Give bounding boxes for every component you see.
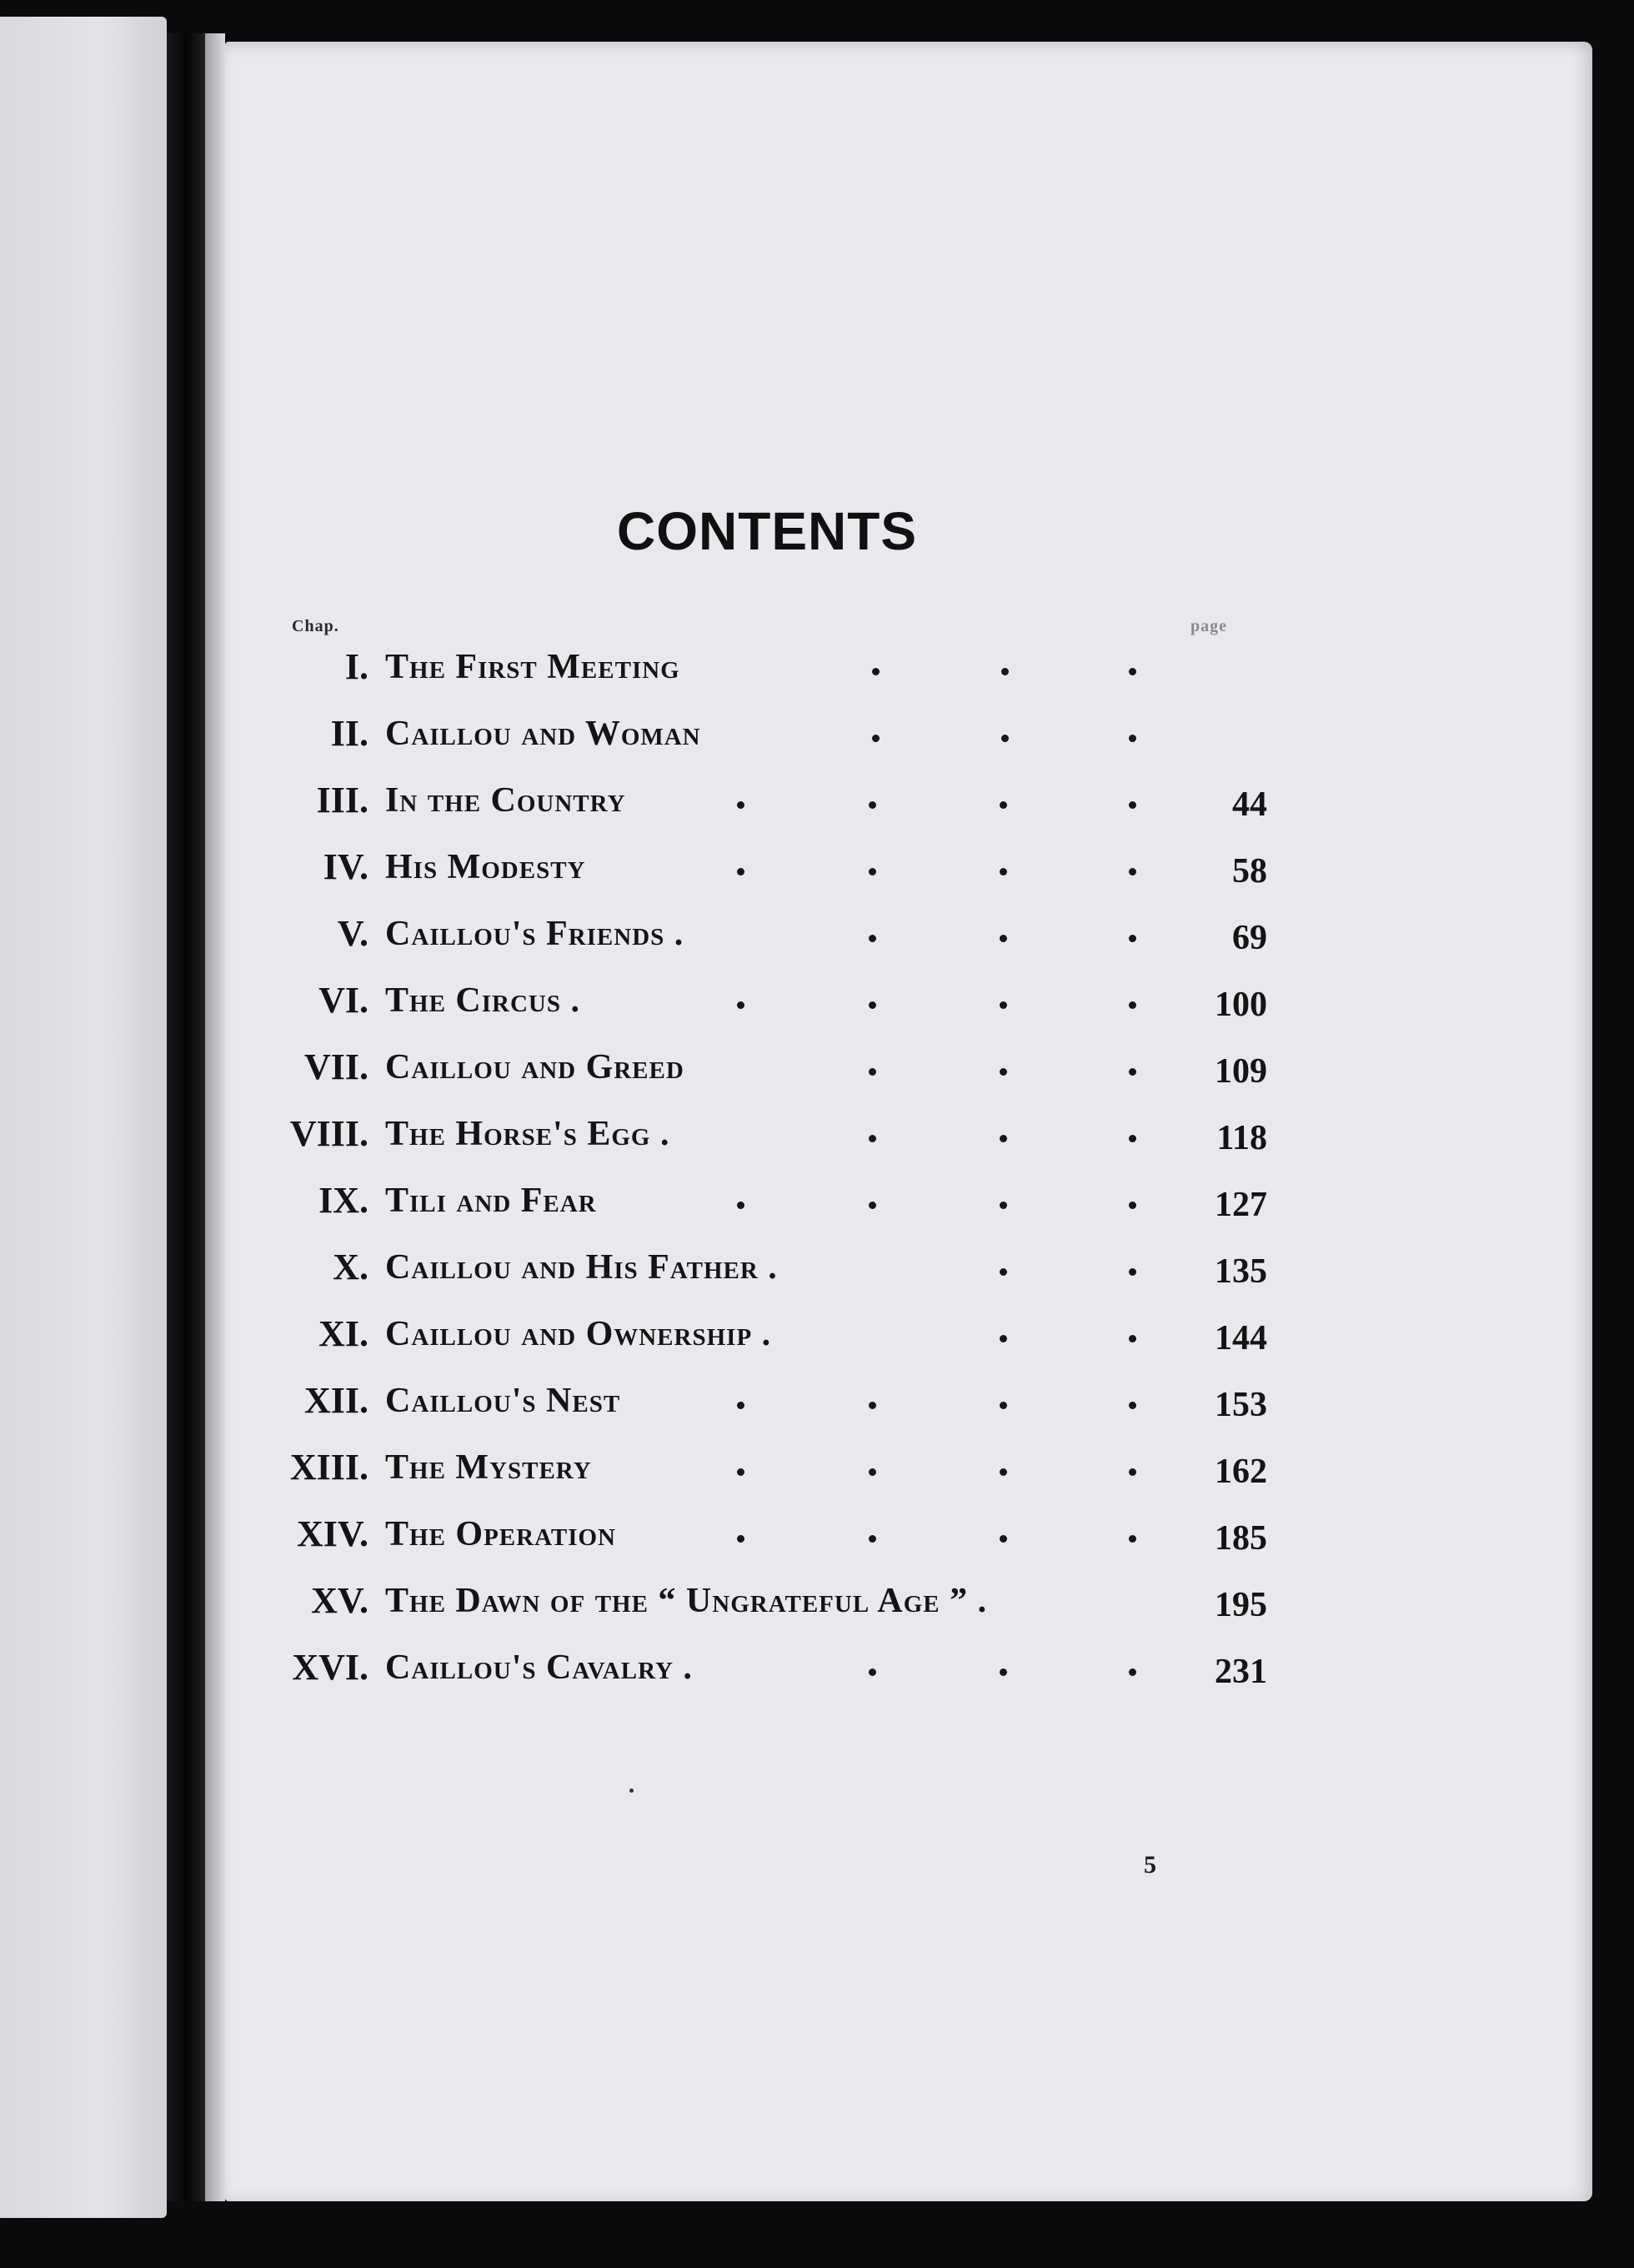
leader-dot [872, 668, 880, 675]
page-number: 109 [1215, 1052, 1267, 1091]
leader-dot [1129, 1135, 1136, 1142]
leader-dot [1129, 1001, 1136, 1009]
chapter-title: The Horse's Egg . [385, 1115, 670, 1153]
toc-entry [250, 838, 1267, 896]
leader-dot [1129, 1402, 1136, 1409]
chapter-title: Caillou's Friends . [385, 915, 684, 953]
leader-dot [1001, 735, 1009, 742]
chapter-number: VI. [318, 980, 368, 1021]
leader-dot [1129, 1468, 1136, 1476]
leader-dot [869, 868, 876, 876]
chapter-title: Caillou and His Father . [385, 1248, 778, 1287]
chapter-number: XIII. [289, 1447, 368, 1488]
leader-dot [1129, 1068, 1136, 1076]
page-number: 118 [1216, 1119, 1267, 1157]
toc-entry [250, 1572, 1267, 1630]
toc-entry [250, 705, 1267, 763]
page-number: 135 [1215, 1252, 1267, 1291]
chapter-number: XVI. [292, 1647, 368, 1688]
leader-dot [869, 801, 876, 809]
chapter-title: Tili and Fear [385, 1182, 597, 1220]
ink-speck [629, 1789, 634, 1793]
leader-dot [1000, 1135, 1007, 1142]
page-number: 44 [1232, 785, 1267, 824]
leader-dot [869, 1668, 876, 1676]
chapter-title: The Dawn of the “ Ungrateful Age ” . [385, 1582, 988, 1620]
leader-dot [1000, 1001, 1007, 1009]
page-number: 162 [1215, 1453, 1267, 1491]
leader-dot [1000, 1535, 1007, 1543]
page-number: 144 [1215, 1319, 1267, 1357]
toc-entry [250, 1238, 1267, 1297]
leader-dot [1000, 868, 1007, 876]
chapter-title: His Modesty [385, 848, 586, 886]
leader-dot [872, 735, 880, 742]
toc-entry [250, 971, 1267, 1030]
leader-dot [1129, 1268, 1136, 1276]
toc-entry [250, 1505, 1267, 1563]
leader-dot [869, 1535, 876, 1543]
toc-entry [250, 771, 1267, 830]
chapter-number: IX. [318, 1180, 368, 1221]
leader-dot [1000, 935, 1007, 942]
chapter-number: XII. [303, 1380, 368, 1421]
chapter-number: I. [344, 646, 368, 687]
leader-dot [737, 1402, 744, 1409]
toc-entry [250, 638, 1267, 696]
chapter-number: XIV. [296, 1513, 368, 1554]
leader-dot [1129, 935, 1136, 942]
chapter-number: II. [330, 713, 368, 754]
leader-dot [869, 935, 876, 942]
chapter-number: III. [316, 780, 368, 820]
leader-dot [1129, 668, 1136, 675]
leader-dot [1000, 801, 1007, 809]
toc-entry [250, 1305, 1267, 1363]
chapter-title: Caillou and Ownership . [385, 1315, 772, 1353]
chapter-title: In the Country [385, 781, 626, 820]
chapter-title: The First Meeting [385, 648, 680, 686]
page-column-label: page [1190, 617, 1227, 635]
leader-dot [1129, 1668, 1136, 1676]
leader-dot [1129, 801, 1136, 809]
leader-dot [1000, 1335, 1007, 1342]
chapter-number: V. [337, 913, 368, 954]
toc-entry [250, 1438, 1267, 1497]
chapter-number: IV. [323, 846, 368, 887]
chapter-title: Caillou and Greed [385, 1048, 684, 1086]
leader-dot [737, 1535, 744, 1543]
chapter-number: VII. [303, 1046, 368, 1087]
chapter-title: Caillou and Woman [385, 715, 701, 753]
chapter-number: XI. [318, 1313, 368, 1354]
leader-dot [737, 1202, 744, 1209]
chapter-title: Caillou's Nest [385, 1382, 621, 1420]
chapter-title: Caillou's Cavalry . [385, 1648, 693, 1687]
leader-dot [1000, 1402, 1007, 1409]
leader-dot [869, 1135, 876, 1142]
leader-dot [1000, 1202, 1007, 1209]
page-number: 231 [1215, 1653, 1267, 1691]
page-number: 185 [1215, 1519, 1267, 1558]
contents-heading: CONTENTS [617, 501, 917, 561]
toc-entry [250, 1038, 1267, 1096]
toc-entry [250, 905, 1267, 963]
page-number: 58 [1232, 852, 1267, 891]
leader-dot [1000, 1068, 1007, 1076]
leader-dot [869, 1068, 876, 1076]
chapter-column-label: Chap. [292, 617, 339, 635]
leader-dot [737, 801, 744, 809]
leader-dot [1129, 868, 1136, 876]
leader-dot [1000, 1468, 1007, 1476]
leader-dot [1001, 668, 1009, 675]
chapter-number: VIII. [289, 1113, 368, 1154]
leader-dot [737, 868, 744, 876]
chapter-title: The Mystery [385, 1448, 592, 1487]
toc-entry [250, 1105, 1267, 1163]
leader-dot [869, 1001, 876, 1009]
leader-dot [869, 1402, 876, 1409]
toc-entry [250, 1172, 1267, 1230]
leader-dot [1129, 1535, 1136, 1543]
leader-dot [1129, 1202, 1136, 1209]
chapter-title: The Circus . [385, 981, 580, 1020]
page-number: 100 [1215, 986, 1267, 1024]
leader-dot [1000, 1268, 1007, 1276]
leader-dot [1129, 1335, 1136, 1342]
leader-dot [737, 1001, 744, 1009]
page-number: 69 [1232, 919, 1267, 957]
page-number: 153 [1215, 1386, 1267, 1424]
leader-dot [1000, 1668, 1007, 1676]
toc-entry [250, 1638, 1267, 1697]
leader-dot [869, 1468, 876, 1476]
page-number: 195 [1215, 1586, 1267, 1624]
leader-dot [869, 1202, 876, 1209]
toc-entry [250, 1372, 1267, 1430]
page-number: 127 [1215, 1186, 1267, 1224]
chapter-title: The Operation [385, 1515, 617, 1553]
folio-page-number: 5 [1144, 1851, 1156, 1879]
leader-dot [737, 1468, 744, 1476]
leader-dot [1129, 735, 1136, 742]
chapter-number: XV. [311, 1580, 368, 1621]
chapter-number: X. [333, 1247, 368, 1287]
